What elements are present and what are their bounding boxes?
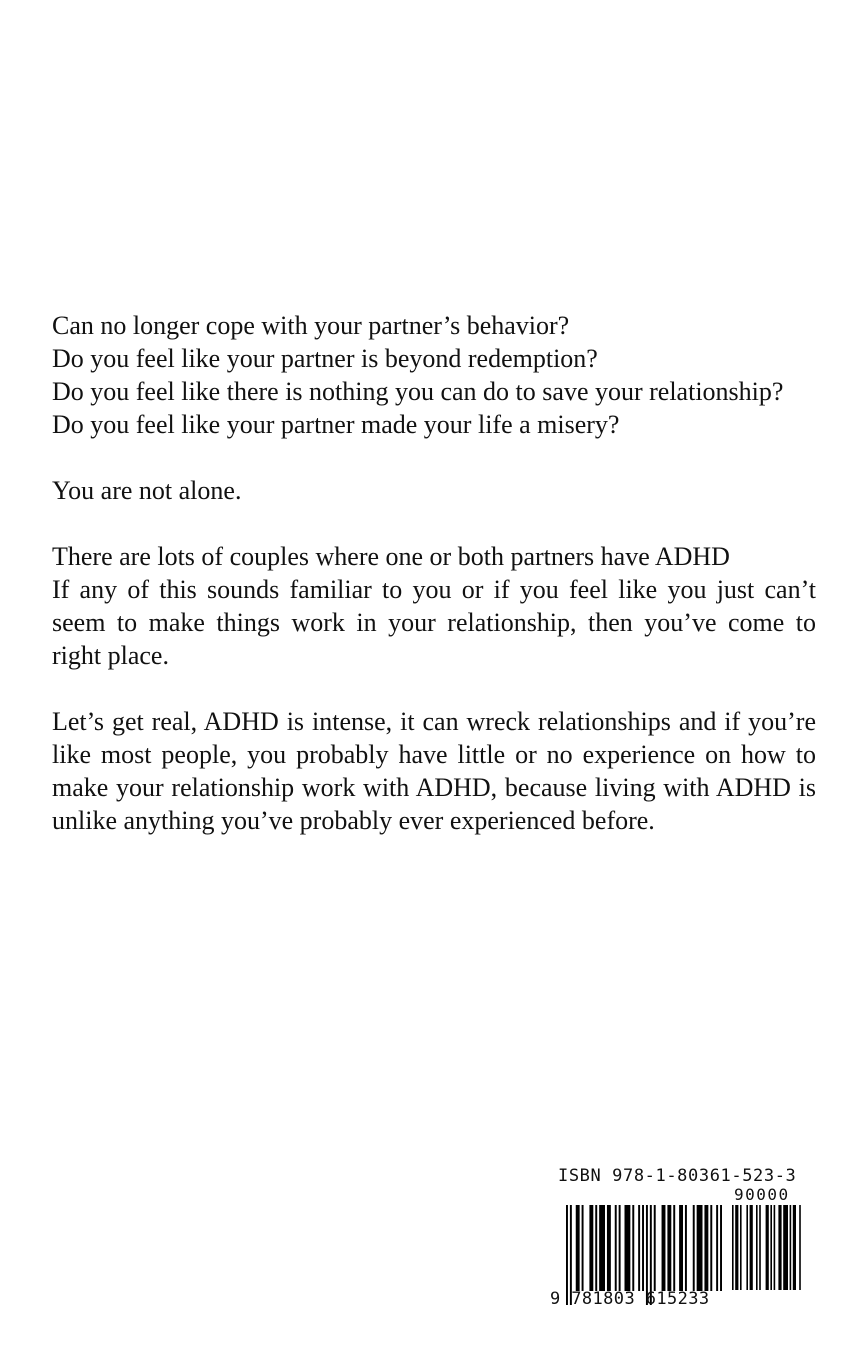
ean-digits: 9 781803 615233 xyxy=(550,1289,710,1309)
barcode-bar xyxy=(607,1205,611,1291)
barcode-bar xyxy=(638,1205,640,1291)
blurb-question-4: Do you feel like your partner made your life a misery? xyxy=(52,410,620,439)
price-addon-label: 90000 xyxy=(734,1185,790,1204)
barcode-bar xyxy=(766,1205,769,1290)
isbn-label: ISBN 978-1-80361-523-3 xyxy=(558,1166,797,1186)
barcode-bar xyxy=(756,1205,758,1290)
barcode-bar xyxy=(693,1205,695,1291)
barcode-bar xyxy=(685,1205,687,1291)
barcode-bar xyxy=(704,1205,708,1291)
barcode-bar xyxy=(740,1205,742,1290)
blurb-question-3: Do you feel like there is nothing you can do to save your relationship? xyxy=(52,377,784,406)
barcode-bar xyxy=(576,1205,580,1291)
blurb-question-1: Can no longer cope with your partner’s behavior? xyxy=(52,311,570,340)
barcode-bar xyxy=(759,1205,761,1290)
barcode-bar xyxy=(654,1205,656,1291)
blurb-question-2: Do you feel like your partner is beyond redemption? xyxy=(52,344,598,373)
barcode-bar xyxy=(595,1205,597,1291)
barcode-bar xyxy=(589,1205,593,1291)
barcode-bar xyxy=(746,1205,748,1290)
barcode-bar xyxy=(716,1205,718,1291)
barcode-bar xyxy=(632,1205,634,1291)
barcode-bar xyxy=(770,1205,772,1290)
barcode-bar xyxy=(710,1205,712,1291)
barcode-bar xyxy=(642,1205,644,1291)
barcode-bar xyxy=(625,1205,631,1291)
barcode-bar xyxy=(582,1205,584,1291)
barcode-bar xyxy=(679,1205,683,1291)
barcode-bar xyxy=(799,1205,801,1290)
blurb-couples: There are lots of couples where one or both partners have ADHD xyxy=(52,542,730,571)
barcode-bar xyxy=(697,1205,703,1291)
blurb-get-real: Let’s get real, ADHD is intense, it can wreck relationships and if you’re like most people, you probably have little or no experience on how to make your relationship work with ADHD, because living with ADHD is unlike anything you’ve probably ever experienced before. xyxy=(52,707,816,835)
blurb-text xyxy=(52,309,816,837)
barcode-bar xyxy=(790,1205,792,1290)
barcode-bar xyxy=(720,1205,722,1291)
isbn-barcode xyxy=(548,1163,808,1323)
barcode-bar xyxy=(673,1205,675,1291)
barcode-bar xyxy=(662,1205,666,1291)
barcode-bar xyxy=(619,1205,621,1291)
barcode-bar xyxy=(615,1205,617,1291)
barcode-bar xyxy=(778,1205,781,1290)
barcode-bar xyxy=(735,1205,738,1290)
blurb-familiar: If any of this sounds familiar to you or if you feel like you just can’t seem to make things work in your relationship, then you’ve come to right place. xyxy=(52,575,816,670)
barcode-bar xyxy=(774,1205,776,1290)
barcode-bar xyxy=(599,1205,605,1291)
barcode-bar xyxy=(750,1205,753,1290)
barcode-bar xyxy=(783,1205,788,1290)
barcode-bar xyxy=(793,1205,796,1290)
blurb-not-alone: You are not alone. xyxy=(52,476,242,505)
barcode-bars-addon xyxy=(732,1205,804,1290)
barcode-bar xyxy=(732,1205,734,1290)
barcode-bar xyxy=(667,1205,671,1291)
